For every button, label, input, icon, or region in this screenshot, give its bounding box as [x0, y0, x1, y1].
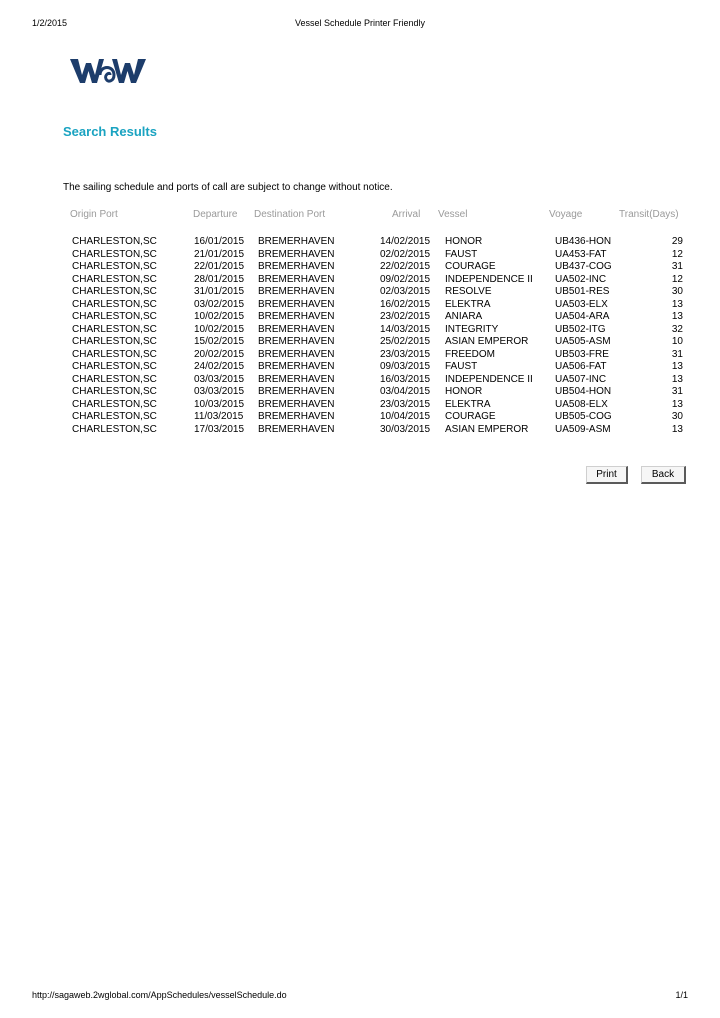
cell-departure: 10/02/2015: [194, 323, 245, 335]
cell-arrival: 09/02/2015: [380, 273, 431, 285]
cell-transit-days: 12: [671, 248, 683, 260]
cell-origin-port: CHARLESTON,SC: [72, 361, 157, 372]
cell-vessel: ASIAN EMPEROR: [445, 423, 529, 435]
cell-vessel: INDEPENDENCE II: [445, 273, 533, 285]
cell-origin-port: CHARLESTON,SC: [72, 261, 157, 272]
cell-voyage: UB503-FRE: [555, 348, 609, 360]
header-destination-port: Destination Port: [254, 209, 326, 220]
print-page-title: Vessel Schedule Printer Friendly: [294, 18, 426, 28]
cell-destination-port: BREMERHAVEN: [258, 311, 335, 322]
cell-destination-port: BREMERHAVEN: [258, 348, 335, 360]
cell-vessel: RESOLVE: [445, 286, 492, 297]
cell-destination-port: BREMERHAVEN: [258, 273, 335, 285]
cell-voyage: UB502-ITG: [555, 323, 606, 335]
cell-transit-days: 31: [671, 386, 683, 397]
cell-destination-port: BREMERHAVEN: [258, 236, 335, 247]
cell-origin-port: CHARLESTON,SC: [72, 311, 157, 322]
cell-arrival: 14/02/2015: [380, 236, 431, 247]
back-button[interactable]: Back: [641, 466, 686, 484]
cell-departure: 10/02/2015: [194, 311, 245, 322]
cell-origin-port: CHARLESTON,SC: [72, 423, 157, 435]
cell-transit-days: 30: [671, 411, 683, 422]
cell-voyage: UB505-COG: [555, 411, 612, 422]
cell-vessel: INDEPENDENCE II: [445, 373, 533, 385]
cell-destination-port: BREMERHAVEN: [258, 411, 335, 422]
print-page-number: 1/1: [675, 990, 688, 1000]
cell-vessel: FAUST: [445, 361, 478, 372]
cell-transit-days: 13: [671, 398, 683, 410]
cell-origin-port: CHARLESTON,SC: [72, 248, 157, 260]
cell-transit-days: 13: [671, 423, 683, 435]
cell-voyage: UA503-ELX: [555, 298, 608, 310]
cell-origin-port: CHARLESTON,SC: [72, 348, 157, 360]
cell-transit-days: 32: [671, 323, 683, 335]
cell-arrival: 16/03/2015: [380, 373, 431, 385]
cell-transit-days: 13: [671, 361, 683, 372]
cell-arrival: 30/03/2015: [380, 423, 431, 435]
cell-arrival: 23/03/2015: [380, 398, 431, 410]
cell-origin-port: CHARLESTON,SC: [72, 373, 157, 385]
w2w-logo-icon: [70, 55, 146, 85]
cell-voyage: UA504-ARA: [555, 311, 610, 322]
cell-arrival: 02/02/2015: [380, 248, 431, 260]
cell-departure: 10/03/2015: [194, 398, 245, 410]
cell-departure: 22/01/2015: [194, 261, 245, 272]
cell-voyage: UA502-INC: [555, 273, 607, 285]
cell-destination-port: BREMERHAVEN: [258, 398, 335, 410]
cell-transit-days: 13: [671, 311, 683, 322]
cell-arrival: 16/02/2015: [380, 298, 431, 310]
cell-voyage: UA453-FAT: [555, 248, 607, 260]
header-arrival: Arrival: [392, 209, 421, 220]
header-voyage: Voyage: [549, 209, 583, 220]
cell-departure: 16/01/2015: [194, 236, 245, 247]
cell-voyage: UB437-COG: [555, 261, 612, 272]
cell-arrival: 14/03/2015: [380, 323, 431, 335]
cell-transit-days: 31: [671, 261, 683, 272]
cell-destination-port: BREMERHAVEN: [258, 373, 335, 385]
cell-departure: 31/01/2015: [194, 286, 245, 297]
cell-departure: 03/03/2015: [194, 373, 245, 385]
cell-destination-port: BREMERHAVEN: [258, 248, 335, 260]
cell-vessel: ASIAN EMPEROR: [445, 336, 529, 347]
cell-vessel: HONOR: [445, 386, 483, 397]
cell-departure: 11/03/2015: [194, 411, 244, 422]
cell-destination-port: BREMERHAVEN: [258, 336, 335, 347]
cell-voyage: UA508-ELX: [555, 398, 608, 410]
cell-vessel: ANIARA: [445, 311, 483, 322]
cell-origin-port: CHARLESTON,SC: [72, 398, 157, 410]
cell-arrival: 09/03/2015: [380, 361, 431, 372]
cell-vessel: ELEKTRA: [445, 298, 491, 310]
cell-vessel: COURAGE: [445, 411, 496, 422]
cell-departure: 15/02/2015: [194, 336, 245, 347]
cell-arrival: 02/03/2015: [380, 286, 431, 297]
cell-transit-days: 13: [671, 298, 683, 310]
cell-transit-days: 29: [671, 236, 683, 247]
cell-vessel: COURAGE: [445, 261, 496, 272]
cell-transit-days: 13: [671, 373, 683, 385]
cell-arrival: 03/04/2015: [380, 386, 431, 397]
cell-origin-port: CHARLESTON,SC: [72, 298, 157, 310]
cell-destination-port: BREMERHAVEN: [258, 323, 335, 335]
print-date: 1/2/2015: [32, 18, 68, 28]
cell-departure: 03/02/2015: [194, 298, 245, 310]
cell-vessel: HONOR: [445, 236, 483, 247]
cell-transit-days: 12: [671, 273, 683, 285]
cell-origin-port: CHARLESTON,SC: [72, 236, 157, 247]
cell-voyage: UB501-RES: [555, 286, 610, 297]
cell-transit-days: 10: [671, 336, 683, 347]
header-transit-days: Transit(Days): [619, 209, 679, 220]
cell-arrival: 22/02/2015: [380, 261, 431, 272]
cell-voyage: UA506-FAT: [555, 361, 607, 372]
cell-destination-port: BREMERHAVEN: [258, 261, 335, 272]
cell-voyage: UB436-HON: [555, 236, 612, 247]
print-footer-url: http://sagaweb.2wglobal.com/AppSchedules/vesselSchedule.do: [32, 990, 287, 1000]
cell-destination-port: BREMERHAVEN: [258, 298, 335, 310]
cell-vessel: FAUST: [445, 248, 478, 260]
cell-transit-days: 30: [671, 286, 683, 297]
cell-departure: 20/02/2015: [194, 348, 245, 360]
cell-destination-port: BREMERHAVEN: [258, 286, 335, 297]
cell-origin-port: CHARLESTON,SC: [72, 411, 157, 422]
cell-voyage: UA507-INC: [555, 373, 607, 385]
cell-arrival: 10/04/2015: [380, 411, 431, 422]
cell-destination-port: BREMERHAVEN: [258, 386, 335, 397]
cell-vessel: FREEDOM: [445, 348, 495, 360]
cell-voyage: UA505-ASM: [555, 336, 611, 347]
cell-origin-port: CHARLESTON,SC: [72, 336, 157, 347]
cell-vessel: ELEKTRA: [445, 398, 491, 410]
schedule-notice: The sailing schedule and ports of call are subject to change without notice.: [63, 182, 393, 193]
header-departure: Departure: [193, 209, 238, 220]
cell-vessel: INTEGRITY: [445, 323, 499, 335]
cell-transit-days: 31: [671, 348, 683, 360]
cell-destination-port: BREMERHAVEN: [258, 361, 335, 372]
cell-origin-port: CHARLESTON,SC: [72, 386, 157, 397]
cell-destination-port: BREMERHAVEN: [258, 423, 335, 435]
cell-departure: 21/01/2015: [194, 248, 245, 260]
cell-departure: 24/02/2015: [194, 361, 245, 372]
cell-arrival: 23/03/2015: [380, 348, 431, 360]
cell-arrival: 25/02/2015: [380, 336, 431, 347]
print-button[interactable]: Print: [586, 466, 628, 484]
cell-voyage: UB504-HON: [555, 386, 612, 397]
cell-departure: 17/03/2015: [194, 423, 245, 435]
cell-departure: 28/01/2015: [194, 273, 245, 285]
cell-voyage: UA509-ASM: [555, 423, 611, 435]
page-title: Search Results: [63, 124, 157, 139]
header-vessel: Vessel: [438, 209, 468, 220]
cell-departure: 03/03/2015: [194, 386, 245, 397]
cell-origin-port: CHARLESTON,SC: [72, 286, 157, 297]
cell-arrival: 23/02/2015: [380, 311, 431, 322]
cell-origin-port: CHARLESTON,SC: [72, 323, 157, 335]
cell-origin-port: CHARLESTON,SC: [72, 273, 157, 285]
header-origin-port: Origin Port: [70, 209, 118, 220]
